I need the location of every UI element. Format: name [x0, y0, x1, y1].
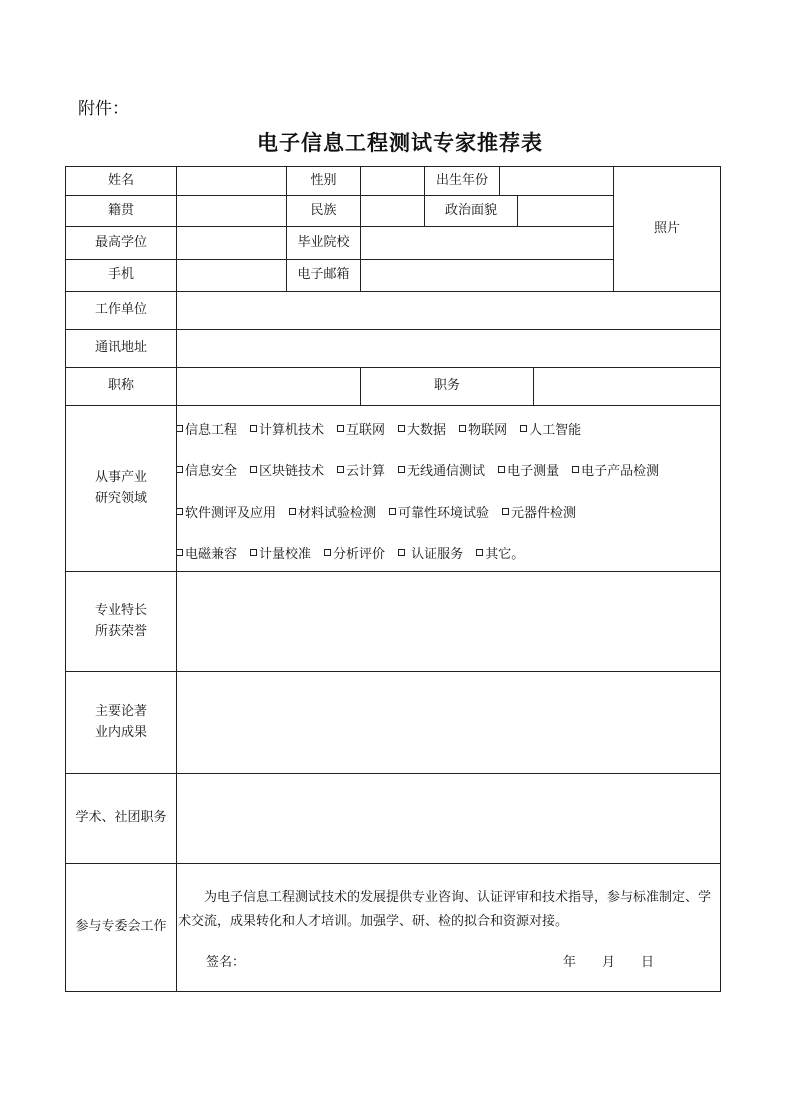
- checkbox-icon: [176, 508, 183, 515]
- checkbox-icon: [176, 466, 183, 473]
- checkbox-icon: [498, 466, 505, 473]
- field-option-electronic-product-testing[interactable]: 电子产品检测: [572, 460, 659, 479]
- participation-label: 参与专委会工作: [65, 863, 177, 992]
- field-option-certification-service[interactable]: 认证服务: [398, 543, 463, 562]
- participation-description: 为电子信息工程测试技术的发展提供专业咨询、认证评审和技术指导，参与标准制定、学术交流，成果转化和人才培训。加强学、研、检的拟合和资源对接。: [178, 890, 712, 929]
- papers-label-line2: 业内成果: [94, 724, 147, 740]
- field-option-information-security[interactable]: 信息安全: [176, 460, 237, 479]
- checkbox-icon: [520, 425, 527, 432]
- school-field[interactable]: [360, 226, 614, 260]
- field-option-internet[interactable]: 互联网: [337, 419, 385, 438]
- native-place-label: 籍贯: [65, 195, 177, 227]
- address-label: 通讯地址: [65, 329, 177, 368]
- highest-degree-field[interactable]: [176, 226, 287, 260]
- checkbox-icon: [572, 466, 579, 473]
- work-unit-field[interactable]: [176, 291, 721, 330]
- research-field-options: [176, 406, 721, 571]
- highest-degree-label: 最高学位: [65, 226, 177, 260]
- checkbox-icon: [476, 549, 483, 556]
- name-field[interactable]: [176, 166, 287, 196]
- checkbox-icon: [398, 425, 405, 432]
- address-field[interactable]: [176, 329, 721, 368]
- checkbox-icon: [250, 466, 257, 473]
- signature-label: 签名：: [206, 955, 246, 970]
- field-option-reliability-environment[interactable]: 可靠性环境试验: [389, 502, 489, 521]
- attachment-label: 附件：: [78, 99, 129, 119]
- birth-year-label: 出生年份: [424, 166, 500, 196]
- specialty-label: [65, 571, 177, 672]
- field-option-blockchain[interactable]: 区块链技术: [250, 460, 324, 479]
- signature-date: [563, 951, 654, 970]
- field-option-computer-technology[interactable]: 计算机技术: [250, 419, 324, 438]
- checkbox-icon: [337, 425, 344, 432]
- checkbox-icon: [289, 508, 296, 515]
- specialty-label-line2: 所获荣誉: [94, 623, 147, 639]
- research-field-label-line2: 研究领域: [94, 490, 147, 506]
- position-field[interactable]: [533, 367, 721, 406]
- email-field[interactable]: [360, 259, 614, 292]
- field-option-analysis-evaluation[interactable]: 分析评价: [324, 543, 385, 562]
- field-option-material-testing[interactable]: 材料试验检测: [289, 502, 376, 521]
- political-status-label: 政治面貌: [424, 195, 518, 227]
- phone-label: 手机: [65, 259, 177, 292]
- specialty-field[interactable]: [176, 571, 721, 672]
- phone-field[interactable]: [176, 259, 287, 292]
- field-option-cloud-computing[interactable]: 云计算: [337, 460, 385, 479]
- field-option-metrology-calibration[interactable]: 计量校准: [250, 543, 311, 562]
- field-option-row-3: [176, 502, 589, 521]
- research-field-label: [65, 405, 177, 572]
- checkbox-icon: [337, 466, 344, 473]
- papers-label: [65, 671, 177, 774]
- email-label: 电子邮箱: [286, 259, 361, 292]
- checkbox-icon: [389, 508, 396, 515]
- field-option-wireless-testing[interactable]: 无线通信测试: [398, 460, 485, 479]
- field-option-software-testing[interactable]: 软件测评及应用: [176, 502, 276, 521]
- date-month-label: 月: [602, 955, 616, 970]
- ethnicity-label: 民族: [286, 195, 361, 227]
- research-field-label-line1: 从事产业: [94, 470, 147, 486]
- photo-label: 照片: [653, 220, 680, 236]
- work-unit-label: 工作单位: [65, 291, 177, 330]
- checkbox-icon: [324, 549, 331, 556]
- school-label: 毕业院校: [286, 226, 361, 260]
- field-option-row-2: [176, 460, 672, 479]
- checkbox-icon: [176, 549, 183, 556]
- checkbox-icon: [459, 425, 466, 432]
- checkbox-icon: [502, 508, 509, 515]
- checkbox-icon: [398, 466, 405, 473]
- field-option-other[interactable]: 其它。: [476, 543, 524, 562]
- field-option-component-testing[interactable]: 元器件检测: [502, 502, 576, 521]
- field-option-electronic-measurement[interactable]: 电子测量: [498, 460, 559, 479]
- date-year-label: 年: [563, 955, 577, 970]
- papers-label-line1: 主要论著: [94, 704, 147, 720]
- photo-box[interactable]: [613, 166, 721, 292]
- field-option-ai[interactable]: 人工智能: [520, 419, 581, 438]
- birth-year-field[interactable]: [499, 166, 614, 196]
- checkbox-icon: [250, 549, 257, 556]
- form-title: 电子信息工程测试专家推荐表: [257, 131, 543, 155]
- field-option-information-engineering[interactable]: 信息工程: [176, 419, 237, 438]
- position-label: 职务: [360, 367, 534, 406]
- professional-title-field[interactable]: [176, 367, 361, 406]
- field-option-iot[interactable]: 物联网: [459, 419, 507, 438]
- field-option-emc[interactable]: 电磁兼容: [176, 543, 237, 562]
- academic-positions-field[interactable]: [176, 773, 721, 864]
- date-day-label: 日: [641, 955, 655, 970]
- academic-positions-label: 学术、社团职务: [65, 773, 177, 864]
- field-option-row-4: [176, 543, 537, 562]
- specialty-label-line1: 专业特长: [94, 603, 147, 619]
- checkbox-icon: [398, 549, 405, 556]
- professional-title-label: 职称: [65, 367, 177, 406]
- political-status-field[interactable]: [517, 195, 614, 227]
- field-option-row-1: [176, 419, 594, 438]
- native-place-field[interactable]: [176, 195, 287, 227]
- checkbox-icon: [250, 425, 257, 432]
- gender-label: 性别: [286, 166, 361, 196]
- papers-field[interactable]: [176, 671, 721, 774]
- checkbox-icon: [176, 425, 183, 432]
- name-label: 姓名: [65, 166, 177, 196]
- ethnicity-field[interactable]: [360, 195, 425, 227]
- field-option-big-data[interactable]: 大数据: [398, 419, 446, 438]
- gender-field[interactable]: [360, 166, 425, 196]
